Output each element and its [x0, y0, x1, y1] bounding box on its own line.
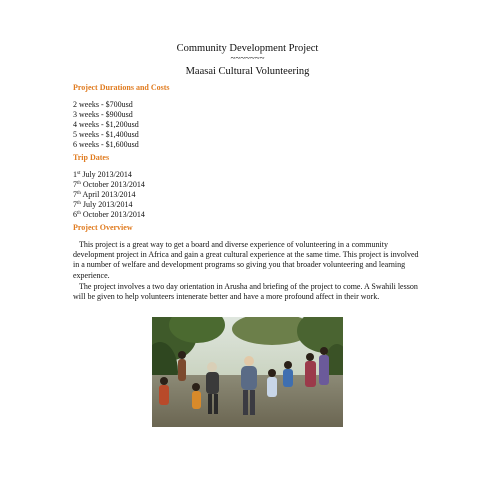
document-subtitle: Maasai Cultural Volunteering	[185, 66, 310, 77]
duration-item: 5 weeks - $1,400usd	[73, 130, 139, 139]
duration-item: 2 weeks - $700usd	[73, 100, 133, 109]
volunteers-photo	[152, 317, 343, 427]
trip-date-item: 7th July 2013/2014	[73, 200, 133, 209]
duration-item: 3 weeks - $900usd	[73, 110, 133, 119]
trip-date-item: 1st July 2013/2014	[73, 170, 132, 179]
title-separator: ~~~~~~~	[230, 53, 265, 63]
duration-item: 4 weeks - $1,200usd	[73, 120, 139, 129]
overview-paragraph-1: This project is a great way to get a board and diverse experience of volunteering in a community development project in Africa and gain a great cultural experience at the same time. This project is involved in a number of welfare and development programs so giving you that broader volunteering and learning experience.	[73, 240, 421, 280]
trip-date-item: 7th April 2013/2014	[73, 190, 136, 199]
trip-dates-heading: Trip Dates	[73, 153, 110, 162]
document-title: Community Development Project	[176, 43, 319, 54]
overview-heading: Project Overview	[73, 223, 133, 232]
durations-heading: Project Durations and Costs	[73, 83, 170, 92]
overview-paragraph-2: The project involves a two day orientation in Arusha and briefing of the project to come. A Swahili lesson will be given to help volunteers intenerate better and have a more profound affect in their work.	[73, 282, 420, 302]
duration-item: 6 weeks - $1,600usd	[73, 140, 139, 149]
trip-date-item: 6th October 2013/2014	[73, 210, 145, 219]
trip-date-item: 7th October 2013/2014	[73, 180, 145, 189]
